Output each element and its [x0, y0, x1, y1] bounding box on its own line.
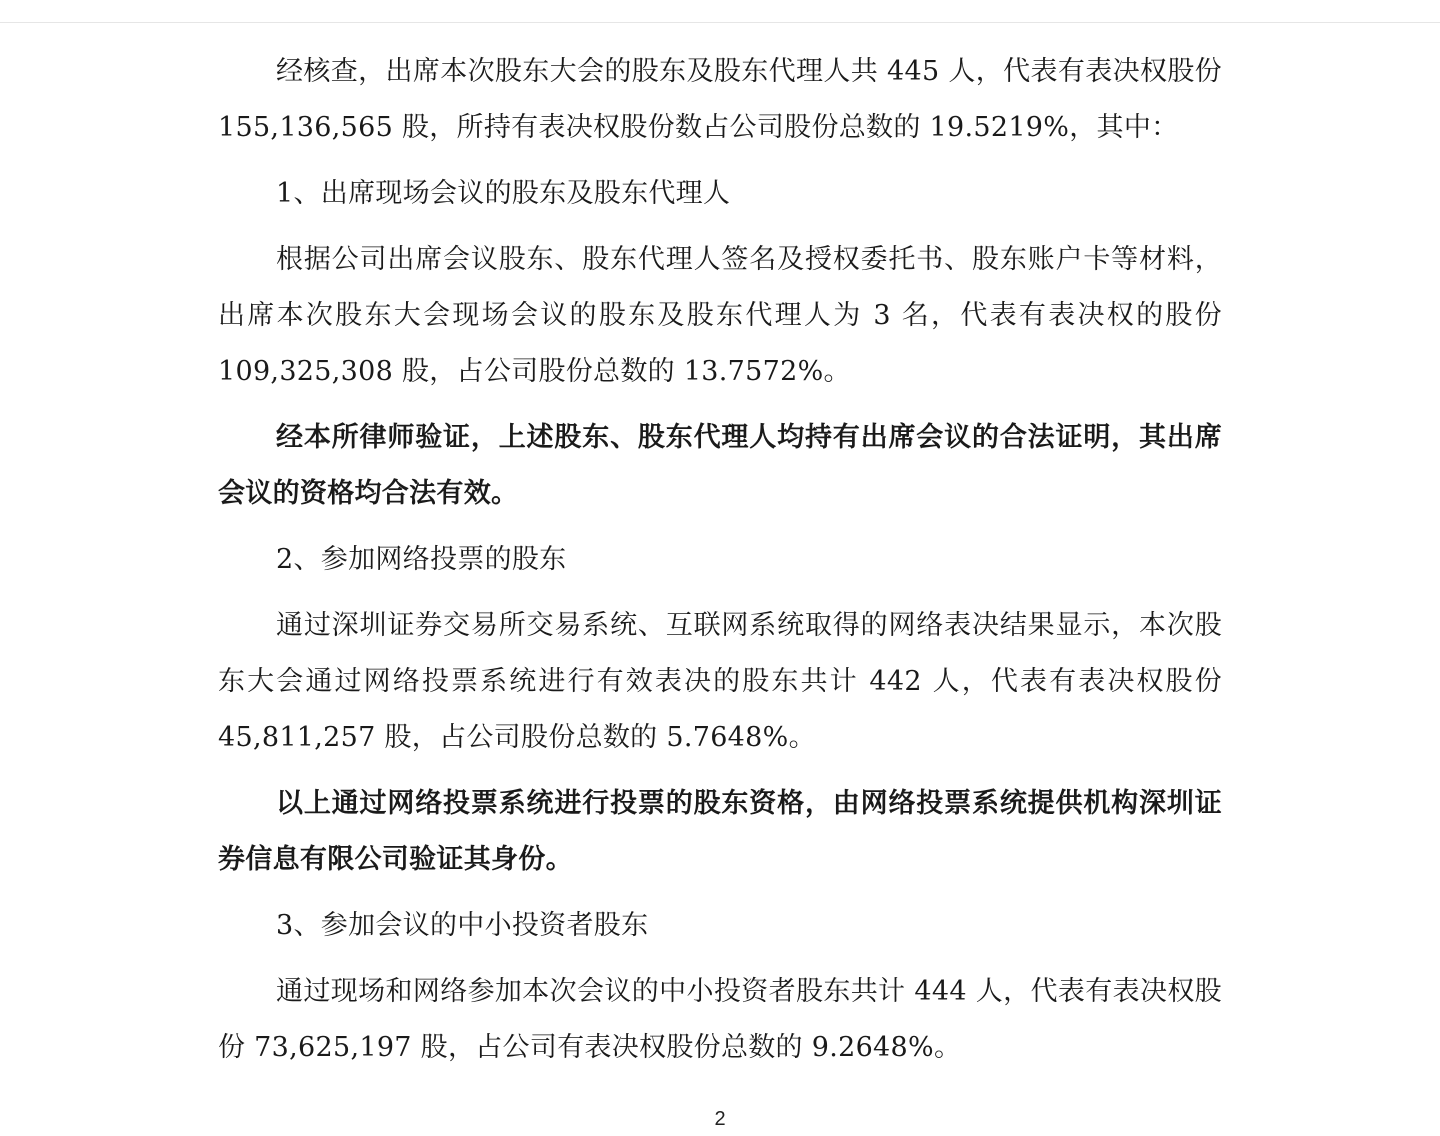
paragraph-minority-investors-details: 通过现场和网络参加本次会议的中小投资者股东共计 444 人，代表有表决权股份 73,625,197 股，占公司有表决权股份总数的 9.2648%。 [218, 976, 1222, 1063]
paragraph-online-verification: 以上通过网络投票系统进行投票的股东资格，由网络投票系统提供机构深圳证券信息有限公司验证其身份。 [218, 788, 1222, 875]
paragraph-lawyer-verification: 经本所律师验证，上述股东、股东代理人均持有出席会议的合法证明，其出席会议的资格均合法有效。 [218, 422, 1222, 509]
document-page [218, 44, 1222, 1076]
paragraph-online-voting-details: 通过深圳证券交易所交易系统、互联网系统取得的网络表决结果显示，本次股东大会通过网络投票系统进行有效表决的股东共计 442 人，代表有表决权股份 45,811,257 股，占公司股份总数的 5.7648%。 [218, 610, 1222, 753]
paragraph-onsite-details: 根据公司出席会议股东、股东代理人签名及授权委托书、股东账户卡等材料，出席本次股东大会现场会议的股东及股东代理人为 3 名，代表有表决权的股份 109,325,308 股，占公司股份总数的 13.7572%。 [218, 244, 1222, 387]
heading-minority-investors: 3、参加会议的中小投资者股东 [276, 910, 649, 941]
paragraph-attendance-summary: 经核查，出席本次股东大会的股东及股东代理人共 445 人，代表有表决权股份 155,136,565 股，所持有表决权股份数占公司股份总数的 19.5219%，其中： [218, 56, 1222, 143]
page-top-divider [0, 22, 1440, 23]
heading-online-voting: 2、参加网络投票的股东 [276, 544, 567, 575]
heading-onsite-shareholders: 1、出席现场会议的股东及股东代理人 [276, 178, 731, 209]
page-number: 2 [714, 1108, 726, 1130]
